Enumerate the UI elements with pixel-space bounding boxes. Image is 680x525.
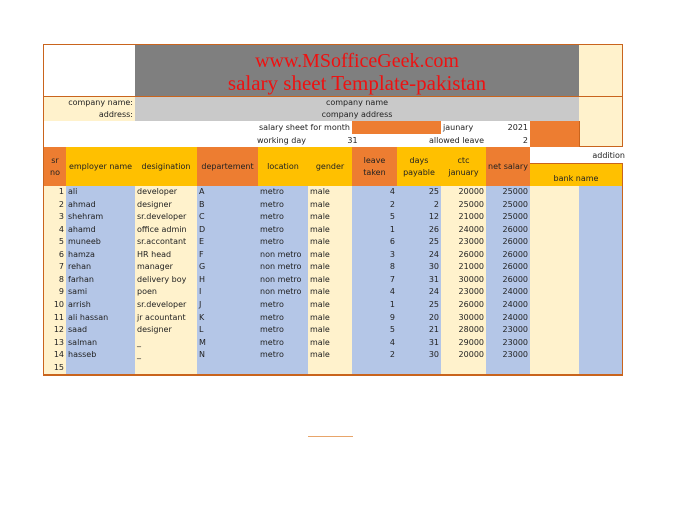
cell-ctc[interactable]: 24000: [441, 224, 487, 238]
cell-ctc[interactable]: 25000: [441, 199, 487, 213]
cell-employer-name[interactable]: rehan: [66, 261, 136, 275]
cell-location[interactable]: non metro: [258, 249, 309, 263]
col-header-leave-taken[interactable]: leave taken: [352, 147, 398, 187]
cell-employer-name[interactable]: hamza: [66, 249, 136, 263]
cell-addition[interactable]: [579, 211, 623, 225]
cell-location[interactable]: [258, 361, 309, 375]
cell-ctc[interactable]: 21000: [441, 261, 487, 275]
cell-location[interactable]: non metro: [258, 274, 309, 288]
cell-sr-no[interactable]: 5: [44, 236, 67, 250]
cell-sr-no[interactable]: 3: [44, 211, 67, 225]
cell-ctc[interactable]: 20000: [441, 349, 487, 363]
cell-net-salary[interactable]: 24000: [486, 311, 531, 325]
working-day-field[interactable]: 31: [308, 134, 398, 148]
cell-department[interactable]: [197, 361, 259, 375]
year-field[interactable]: 2021: [486, 121, 531, 135]
cell-addition[interactable]: [579, 249, 623, 263]
cell-employer-name[interactable]: [66, 361, 136, 375]
cell-bank-name[interactable]: [530, 249, 580, 263]
cell-leave-taken[interactable]: 2: [352, 199, 398, 213]
cell-department[interactable]: N: [197, 349, 259, 363]
cell-addition[interactable]: [579, 224, 623, 238]
cell-designation[interactable]: poen: [135, 286, 198, 300]
cell-days-payable[interactable]: 20: [397, 311, 442, 325]
cell-net-salary[interactable]: [486, 361, 531, 375]
cell-gender[interactable]: male: [308, 349, 353, 363]
cell-leave-taken[interactable]: 4: [352, 286, 398, 300]
cell-location[interactable]: metro: [258, 299, 309, 313]
cell-employer-name[interactable]: sami: [66, 286, 136, 300]
cell-department[interactable]: J: [197, 299, 259, 313]
col-header-ctc-january[interactable]: ctc january: [441, 147, 487, 187]
cell-location[interactable]: metro: [258, 311, 309, 325]
col-header-bank-name[interactable]: bank name: [530, 163, 623, 187]
cell-employer-name[interactable]: muneeb: [66, 236, 136, 250]
title-template: salary sheet Template-pakistan: [135, 71, 580, 97]
cell-addition[interactable]: [579, 199, 623, 213]
cell-designation[interactable]: developer: [135, 186, 198, 200]
cell-designation[interactable]: sr.developer: [135, 211, 198, 225]
month-blank-3[interactable]: [530, 121, 580, 135]
cell-net-salary[interactable]: 25000: [486, 199, 531, 213]
month-label: salary sheet for month: [135, 121, 353, 135]
col-header-designation[interactable]: desigination: [135, 147, 198, 187]
cell-net-salary[interactable]: 24000: [486, 286, 531, 300]
cell-designation[interactable]: sr.developer: [135, 299, 198, 313]
cell-gender[interactable]: male: [308, 336, 353, 350]
cell-addition[interactable]: [579, 311, 623, 325]
cell-days-payable[interactable]: 2: [397, 199, 442, 213]
cell-ctc[interactable]: 29000: [441, 336, 487, 350]
cell-days-payable[interactable]: 24: [397, 249, 442, 263]
cell-leave-taken[interactable]: 5: [352, 324, 398, 338]
cell-days-payable[interactable]: 21: [397, 324, 442, 338]
cell-bank-name[interactable]: [530, 261, 580, 275]
cell-bank-name[interactable]: [530, 299, 580, 313]
cell-designation[interactable]: _: [135, 349, 198, 363]
cell-employer-name[interactable]: salman: [66, 336, 136, 350]
cell-department[interactable]: K: [197, 311, 259, 325]
cell-ctc[interactable]: 20000: [441, 186, 487, 200]
col-header-department[interactable]: departement: [197, 147, 259, 187]
cell-sr-no[interactable]: 10: [44, 299, 67, 313]
cell-leave-taken[interactable]: 5: [352, 211, 398, 225]
cell-employer-name[interactable]: ahamd: [66, 224, 136, 238]
cell-gender[interactable]: male: [308, 324, 353, 338]
col-header-sr-no[interactable]: sr no: [44, 147, 67, 187]
cell-employer-name[interactable]: saad: [66, 324, 136, 338]
working-day-label: working day: [135, 134, 309, 148]
cell-bank-name[interactable]: [530, 211, 580, 225]
address-label: address:: [44, 109, 136, 122]
cell-days-payable[interactable]: 30: [397, 349, 442, 363]
cell-employer-name[interactable]: ali hassan: [66, 311, 136, 325]
cell-location[interactable]: metro: [258, 336, 309, 350]
addition-label: addition: [530, 147, 625, 164]
cell-ctc[interactable]: 28000: [441, 324, 487, 338]
cell-sr-no[interactable]: 1: [44, 186, 67, 200]
cell-net-salary[interactable]: 26000: [486, 249, 531, 263]
cell-gender[interactable]: male: [308, 249, 353, 263]
cell-ctc[interactable]: 23000: [441, 286, 487, 300]
cell-addition[interactable]: [579, 186, 623, 200]
month-field[interactable]: jaunary: [441, 121, 487, 135]
cell-net-salary[interactable]: 23000: [486, 324, 531, 338]
cell-designation[interactable]: _: [135, 336, 198, 350]
cell-designation[interactable]: sr.accontant: [135, 236, 198, 250]
col-header-net-salary[interactable]: net salary: [486, 147, 531, 187]
cell-designation[interactable]: manager: [135, 261, 198, 275]
cell-days-payable[interactable]: 31: [397, 336, 442, 350]
cell-days-payable[interactable]: 25: [397, 186, 442, 200]
cell-gender[interactable]: male: [308, 274, 353, 288]
cell-department[interactable]: M: [197, 336, 259, 350]
cell-sr-no[interactable]: 2: [44, 199, 67, 213]
cell-addition[interactable]: [579, 236, 623, 250]
cell-days-payable[interactable]: 25: [397, 299, 442, 313]
cell-location[interactable]: metro: [258, 186, 309, 200]
cell-net-salary[interactable]: 26000: [486, 261, 531, 275]
cell-addition[interactable]: [579, 324, 623, 338]
cell-employer-name[interactable]: ali: [66, 186, 136, 200]
col-header-gender[interactable]: gender: [308, 147, 353, 187]
cell-bank-name[interactable]: [530, 199, 580, 213]
cell-sr-no[interactable]: 11: [44, 311, 67, 325]
cell-sr-no[interactable]: 15: [44, 361, 67, 375]
cell-net-salary[interactable]: 24000: [486, 299, 531, 313]
cell-department[interactable]: D: [197, 224, 259, 238]
logo-cell[interactable]: [44, 45, 136, 97]
cell-location[interactable]: metro: [258, 224, 309, 238]
cell-bank-name[interactable]: [530, 236, 580, 250]
cell-net-salary[interactable]: 26000: [486, 224, 531, 238]
cell-department[interactable]: G: [197, 261, 259, 275]
cell-sr-no[interactable]: 6: [44, 249, 67, 263]
cell-bank-name[interactable]: [530, 349, 580, 363]
cell-ctc[interactable]: 30000: [441, 274, 487, 288]
cell-days-payable[interactable]: 26: [397, 224, 442, 238]
cell-department[interactable]: L: [197, 324, 259, 338]
month-blank-2[interactable]: [397, 121, 442, 135]
cell-ctc[interactable]: 21000: [441, 211, 487, 225]
cell-department[interactable]: H: [197, 274, 259, 288]
cell-net-salary[interactable]: 25000: [486, 186, 531, 200]
cell-designation[interactable]: jr acountant: [135, 311, 198, 325]
cell-department[interactable]: C: [197, 211, 259, 225]
cell-employer-name[interactable]: arrish: [66, 299, 136, 313]
cell-gender[interactable]: male: [308, 236, 353, 250]
cell-leave-taken[interactable]: 1: [352, 299, 398, 313]
cell-gender[interactable]: male: [308, 224, 353, 238]
cell-department[interactable]: E: [197, 236, 259, 250]
cell-leave-taken[interactable]: 7: [352, 274, 398, 288]
cell-addition[interactable]: [579, 274, 623, 288]
cell-days-payable[interactable]: 31: [397, 274, 442, 288]
cell-designation[interactable]: [135, 361, 198, 375]
blank-cell[interactable]: [44, 121, 136, 135]
cell-bank-name[interactable]: [530, 311, 580, 325]
cell-bank-name[interactable]: [530, 361, 580, 375]
cell-net-salary[interactable]: 25000: [486, 211, 531, 225]
cell-employer-name[interactable]: ahmad: [66, 199, 136, 213]
cell-gender[interactable]: male: [308, 211, 353, 225]
cell-bank-name[interactable]: [530, 286, 580, 300]
address-field[interactable]: company address: [135, 109, 580, 122]
cell-ctc[interactable]: 30000: [441, 311, 487, 325]
cell-gender[interactable]: male: [308, 299, 353, 313]
cell-days-payable[interactable]: 30: [397, 261, 442, 275]
cell-gender[interactable]: male: [308, 261, 353, 275]
cell-designation[interactable]: office admin: [135, 224, 198, 238]
cell-bank-name[interactable]: [530, 324, 580, 338]
cell-ctc[interactable]: 26000: [441, 299, 487, 313]
col-header-employer-name[interactable]: employer name: [66, 147, 136, 187]
cell-location[interactable]: non metro: [258, 286, 309, 300]
cell-days-payable[interactable]: 12: [397, 211, 442, 225]
cell-addition[interactable]: [579, 299, 623, 313]
cell-net-salary[interactable]: 23000: [486, 336, 531, 350]
cell-gender[interactable]: male: [308, 199, 353, 213]
cell-days-payable[interactable]: 25: [397, 236, 442, 250]
title-website: www.MSofficeGeek.com: [135, 45, 580, 72]
cell-gender[interactable]: male: [308, 286, 353, 300]
cell-leave-taken[interactable]: 6: [352, 236, 398, 250]
cell-leave-taken[interactable]: 4: [352, 336, 398, 350]
cell-leave-taken[interactable]: 8: [352, 261, 398, 275]
company-name-label: company name:: [44, 97, 136, 110]
cell-gender[interactable]: male: [308, 186, 353, 200]
cell-location[interactable]: metro: [258, 324, 309, 338]
cell-bank-name[interactable]: [530, 274, 580, 288]
company-name-field[interactable]: company name: [135, 97, 580, 110]
cell-designation[interactable]: designer: [135, 199, 198, 213]
allowed-leave-field[interactable]: 2: [486, 134, 531, 148]
cell-gender[interactable]: [308, 361, 353, 375]
cell-designation[interactable]: designer: [135, 324, 198, 338]
cell-bank-name[interactable]: [530, 224, 580, 238]
cell-bank-name[interactable]: [530, 186, 580, 200]
cell-sr-no[interactable]: 8: [44, 274, 67, 288]
cell-addition[interactable]: [579, 361, 623, 375]
cell-department[interactable]: B: [197, 199, 259, 213]
cell-sr-no[interactable]: 14: [44, 349, 67, 363]
cell-sr-no[interactable]: 7: [44, 261, 67, 275]
cell-location[interactable]: non metro: [258, 261, 309, 275]
cell-location[interactable]: metro: [258, 349, 309, 363]
cell-sr-no[interactable]: 4: [44, 224, 67, 238]
cell-gender[interactable]: male: [308, 311, 353, 325]
cell-ctc[interactable]: [441, 361, 487, 375]
cell-days-payable[interactable]: 24: [397, 286, 442, 300]
cell-sr-no[interactable]: 12: [44, 324, 67, 338]
cell-sr-no[interactable]: 13: [44, 336, 67, 350]
cell-addition[interactable]: [579, 336, 623, 350]
cell-leave-taken[interactable]: 1: [352, 224, 398, 238]
cell-addition[interactable]: [579, 349, 623, 363]
cell-location[interactable]: metro: [258, 199, 309, 213]
underline-decoration: [308, 436, 353, 437]
cell-department[interactable]: F: [197, 249, 259, 263]
cell-location[interactable]: metro: [258, 211, 309, 225]
cell-designation[interactable]: HR head: [135, 249, 198, 263]
cell-employer-name[interactable]: farhan: [66, 274, 136, 288]
cell-leave-taken[interactable]: 2: [352, 349, 398, 363]
cell-days-payable[interactable]: [397, 361, 442, 375]
cell-net-salary[interactable]: 26000: [486, 274, 531, 288]
right-blank-top[interactable]: [579, 45, 623, 97]
cell-net-salary[interactable]: 23000: [486, 349, 531, 363]
cell-department[interactable]: I: [197, 286, 259, 300]
col-header-location[interactable]: location: [258, 147, 309, 187]
working-blank[interactable]: [530, 134, 580, 148]
cell-ctc[interactable]: 23000: [441, 236, 487, 250]
cell-leave-taken[interactable]: 9: [352, 311, 398, 325]
cell-ctc[interactable]: 26000: [441, 249, 487, 263]
cell-department[interactable]: A: [197, 186, 259, 200]
cell-leave-taken[interactable]: [352, 361, 398, 375]
cell-bank-name[interactable]: [530, 336, 580, 350]
cell-net-salary[interactable]: 26000: [486, 236, 531, 250]
col-header-days-payable[interactable]: days payable: [397, 147, 442, 187]
right-blank-mid[interactable]: [579, 97, 623, 147]
blank-cell[interactable]: [44, 134, 136, 148]
cell-employer-name[interactable]: shehram: [66, 211, 136, 225]
cell-leave-taken[interactable]: 4: [352, 186, 398, 200]
cell-addition[interactable]: [579, 286, 623, 300]
cell-designation[interactable]: delivery boy: [135, 274, 198, 288]
allowed-leave-label: allowed leave: [397, 134, 487, 148]
cell-sr-no[interactable]: 9: [44, 286, 67, 300]
month-blank-1[interactable]: [352, 121, 398, 135]
cell-employer-name[interactable]: hasseb: [66, 349, 136, 363]
cell-leave-taken[interactable]: 3: [352, 249, 398, 263]
cell-location[interactable]: metro: [258, 236, 309, 250]
cell-addition[interactable]: [579, 261, 623, 275]
